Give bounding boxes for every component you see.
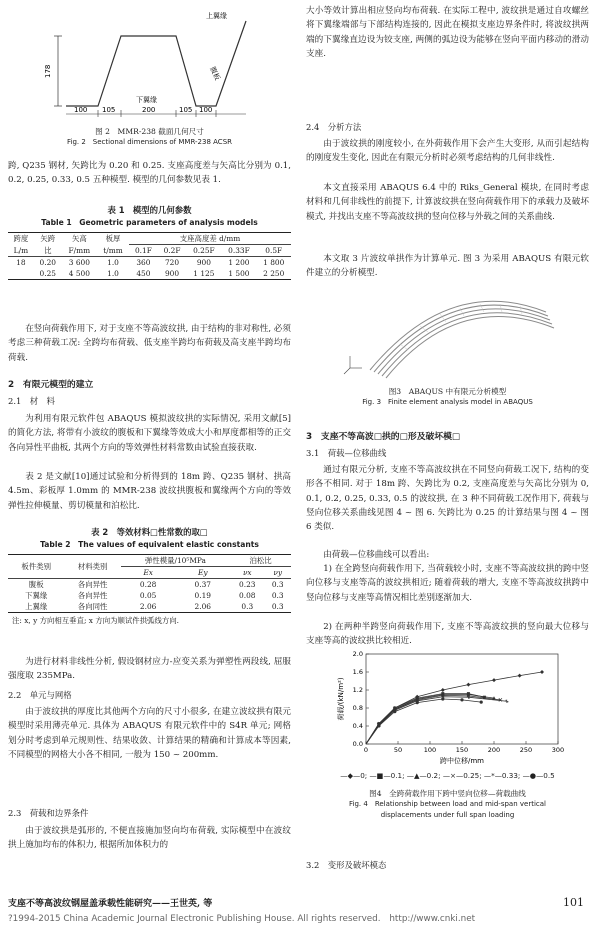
header-cell: F/mm (68, 245, 91, 255)
table-cell: 3 600 (68, 258, 90, 267)
data-point (480, 701, 483, 704)
running-title: 支座不等高波纹钢屋盖承载性能研究——王世英, 等 (8, 899, 213, 909)
table-cell: 下翼缘 (25, 591, 48, 600)
paragraph: 通过有限元分析, 支座不等高波纹拱在不同竖向荷载工况下, 结构的变形各不相同. 对于 18m 跨、矢跨比为 0.2, 支座高度差与矢高比分别为 0, 0.1, 0.2, 0.25, 0.33, 0.5 的波纹拱, 在 3 种不同荷载工况作用下, 荷载与竖向位移关系曲线见图 4 ~ 图 6. 矢跨比为 0.25 的计算结果与图 4 ~ 图 6 类似. (306, 465, 589, 533)
y-axis-label: 荷载/(kN/m²) (337, 677, 345, 721)
header-cell: Ex (143, 568, 153, 577)
table-cell: 450 (136, 269, 151, 278)
dim-200: 200 (142, 106, 156, 114)
section-drawing (46, 6, 256, 118)
table-cell: 360 (136, 258, 151, 267)
table-1 (8, 204, 291, 280)
header-cell: 弹性模量/10⁵MPa (121, 555, 230, 567)
table-cell: 900 (196, 258, 211, 267)
data-point (540, 670, 544, 674)
data-point (492, 678, 496, 682)
table-row (8, 257, 291, 269)
x-tick-label: 0 (363, 746, 369, 754)
table-cell: 2.06 (194, 602, 211, 611)
page-footer (8, 896, 592, 924)
table-cell: 720 (164, 258, 180, 267)
series-line-0 (366, 672, 542, 744)
data-point (441, 688, 445, 692)
header-cell: 0.33F (228, 246, 250, 255)
header-cell: 矢高 (71, 234, 87, 244)
header-cell: 板件类别 (21, 562, 51, 571)
table-cell: 各向异性 (77, 591, 108, 600)
table-cell: 腹板 (28, 580, 44, 589)
fig3-caption-zh: 图3 ABAQUS 中有限元分析模型 (388, 387, 507, 396)
dim-105b: 105 (179, 106, 193, 114)
label-top-flange: 上翼缘 (206, 12, 227, 20)
header-cell: 0.25F (193, 246, 215, 255)
header-cell: 0.1F (134, 246, 152, 255)
x-tick-label: 300 (551, 746, 565, 754)
table-cell: 900 (164, 269, 180, 278)
series-line-0.5 (366, 699, 481, 744)
dim-100b: 100 (199, 106, 213, 114)
table-cell: 0.08 (239, 591, 256, 600)
table-row (8, 590, 291, 601)
data-point (377, 724, 380, 727)
header-cell: 0.5F (265, 246, 283, 255)
table2-note: 注: x, y 方向相互垂直; x 方向为顺试件拱弧线方向. (12, 616, 179, 625)
paragraph: 由于波纹拱的刚度较小, 在外荷载作用下会产生大变形, 从而引起结构的刚度发生变化, 因此在有限元分析时必须考虑结构的几何非线性. (306, 139, 589, 164)
header-cell: νx (242, 568, 252, 577)
y-tick-label: 0.0 (352, 740, 363, 749)
table1-title-en: Table 1 Geometric parameters of analysis models (41, 218, 258, 227)
copyright-line: ?1994-2015 China Academic Journal Electronic Publishing House. All rights reserved. http://www.cnki.net (8, 914, 476, 924)
chart-legend: —◆—0; —■—0.1; —▲—0.2; —×—0.25; —*—0.33; —●—0.5 (340, 771, 555, 780)
y-tick-label: 1.2 (352, 686, 363, 695)
paragraph: 在竖向荷载作用下, 对于支座不等高波纹拱, 由于结构的非对称性, 必须考虑三种荷载工况: 全跨均布荷载、低支座半跨均布荷载及高支座半跨均布荷载. (8, 324, 291, 363)
table-cell: 1 125 (193, 269, 215, 278)
data-point (518, 674, 522, 678)
figure-3 (340, 284, 560, 380)
fig2-caption-en: Fig. 2 Sectional dimensions of MMR-238 ACSR (66, 138, 232, 146)
header-cell: 矢跨 (40, 234, 56, 244)
fig3-caption-en: Fig. 3 Finite element analysis model in ABAQUS (362, 398, 533, 406)
table-cell: 0.3 (271, 602, 284, 611)
data-point (460, 698, 463, 701)
x-tick-label: 50 (393, 746, 403, 754)
table-cell: 1 800 (263, 258, 285, 267)
table-cell: 1 500 (228, 269, 250, 278)
fig4-caption-en-1: Fig. 4 Relationship between load and mid-span vertical (349, 800, 546, 808)
figure-2 (46, 6, 256, 118)
table-cell: 0.37 (194, 580, 211, 589)
table-row (8, 601, 291, 613)
table-cell: 各向异性 (77, 580, 108, 589)
load-displacement-chart (336, 648, 566, 766)
fig4-caption-zh: 图4 全跨荷载作用下跨中竖向位移—荷载曲线 (369, 789, 526, 798)
table1-grid (8, 232, 291, 280)
x-axis-label: 跨中位移/mm (440, 757, 484, 765)
table-cell: 0.23 (239, 580, 256, 589)
header-cell: 0.2F (163, 246, 181, 255)
paragraph: 表 2 是文献[10]通过试验和分析得到的 18m 跨、Q235 钢材、拱高 4.5m、彩板厚 1.0mm 的 MMR-238 波纹拱腹板和翼缘两个方向的等效弹性拉伸模量、剪切模量和泊松比. (8, 472, 291, 511)
table-row (8, 268, 291, 280)
subsection-heading: 3.1 荷载—位移曲线 (306, 448, 387, 458)
paragraph: 大小等效计算出相应竖向均布荷载. 在实际工程中, 波纹拱是通过自攻螺丝将下翼缘端部与下部结构连接的, 因此在模拟支座边界条件时, 将波纹拱两端的下翼缘直边设为铰支座, 两侧的弧边设为能够在竖向平面内移动的滑动支座. (306, 6, 589, 59)
table-row (8, 579, 291, 591)
x-tick-label: 100 (423, 746, 437, 754)
data-point (505, 699, 509, 703)
subsection-heading: 3.2 变形及破坏模态 (306, 860, 387, 870)
section-heading: 3 支座不等高波□拱的□形及破坏模□ (306, 432, 461, 442)
fig4-caption-en-2: displacements under full span loading (380, 811, 515, 819)
paragraph: 由荷载—位移曲线可以看出: (323, 550, 430, 560)
table-cell: 上翼缘 (25, 602, 48, 611)
table2-title-en: Table 2 The values of equivalent elastic constants (40, 540, 259, 549)
fe-model-drawing (340, 284, 560, 380)
y-tick-label: 0.8 (352, 704, 363, 713)
subsection-heading: 2.1 材 料 (8, 396, 55, 406)
paragraph: 由于波纹拱是弧形的, 不便直接施加竖向均布荷载, 实际模型中在波纹拱上施加均布的体积力, 根据所加体积力的 (8, 826, 291, 851)
figure-4-chart (336, 648, 566, 766)
paragraph: 跨, Q235 钢材, 矢跨比为 0.20 和 0.25. 支座高度差与矢高比分别为 0.1, 0.2, 0.25, 0.33, 0.5 五种模型. 模型的几何参数见表 1. (8, 161, 291, 186)
data-point (466, 683, 470, 687)
table-cell: 0.28 (139, 580, 157, 589)
header-cell: 材料类别 (77, 562, 108, 571)
header-cell: 板厚 (105, 234, 121, 244)
x-tick-label: 200 (487, 746, 501, 754)
table-2 (8, 526, 291, 627)
table-cell: 0.3 (271, 580, 284, 589)
table-cell: 各向同性 (77, 602, 108, 611)
table-cell: 1.0 (107, 269, 119, 278)
paragraph: 2) 在两种半跨竖向荷载作用下, 支座不等高波纹拱的竖向最大位移与支座等高的波纹拱比较相近. (306, 622, 589, 647)
dim-178: 178 (44, 64, 52, 78)
page-number: 101 (563, 896, 584, 909)
series-line-0.33 (366, 697, 507, 744)
header-cell: 跨度 (13, 234, 29, 244)
table-cell: 18 (16, 258, 26, 267)
table-cell (8, 268, 34, 280)
subsection-heading: 2.2 单元与网格 (8, 690, 72, 700)
table-cell: 1.0 (107, 258, 119, 267)
fig2-caption-zh: 图 2 MMR-238 截面几何尺寸 (95, 127, 204, 136)
table-cell: 0.19 (194, 591, 211, 600)
y-tick-label: 1.6 (352, 668, 363, 677)
table-cell: 2.06 (139, 602, 157, 611)
subsection-heading: 2.4 分析方法 (306, 122, 362, 132)
header-cell: L/m (13, 245, 29, 255)
header-cell: Ey (197, 568, 208, 577)
table-cell: 0.05 (139, 591, 157, 600)
dim-105a: 105 (102, 106, 116, 114)
table-cell: 0.3 (271, 591, 284, 600)
y-tick-label: 0.4 (352, 722, 363, 731)
paragraph: 由于波纹拱的厚度比其他两个方向的尺寸小很多, 在建立波纹拱有限元模型时采用薄壳单元. 具体为 ABAQUS 有限元软件中的 S4R 单元; 网格划分时考虑到单元规则性、结果收敛、计算结果的精确和计算成本等因素, 不同模型的网格大小各不相同, 一般为 150 ~ 200mm. (8, 707, 291, 760)
y-tick-label: 2.0 (352, 650, 363, 659)
header-cell: νy (273, 568, 283, 577)
paragraph: 本文取 3 片波纹单拱作为计算单元. 图 3 为采用 ABAQUS 有限元软件建立的分析模型. (306, 254, 589, 279)
paragraph: 本文直接采用 ABAQUS 6.4 中的 Riks_General 模块, 在同时考虑材料和几何非线性的前提下, 计算波纹拱在竖向荷载作用下的承载力及破坏模式, 并找出支座不等高波纹拱的竖向位移与外载之间的关系曲线. (306, 183, 589, 222)
header-cell: 支座高度差 d/mm (129, 233, 291, 245)
data-point (393, 710, 396, 713)
header-cell: 泊松比 (230, 555, 291, 567)
subsection-heading: 2.3 荷载和边界条件 (8, 808, 89, 818)
table-cell: 2 250 (263, 269, 285, 278)
data-point (416, 701, 419, 704)
table-cell: 0.3 (241, 602, 254, 611)
table-cell: 4 500 (68, 269, 90, 278)
header-cell: t/mm (103, 245, 123, 255)
label-bottom-flange: 下翼缘 (136, 96, 157, 104)
paragraph: 1) 在全跨竖向荷载作用下, 当荷载较小时, 支座不等高波纹拱的跨中竖向位移与支座等高的波纹拱相近; 随着荷载的增大, 支座不等高波纹拱跨中竖向位移与支座等高情况相比差别逐渐加大. (306, 564, 589, 603)
paragraph: 为利用有限元软件包 ABAQUS 模拟波纹拱的实际情况, 采用文献[5]的简化方法, 将带有小波纹的腹板和下翼缘等效成大小和厚度都相等的正交各向异性平曲板, 其两个方向的等效弹性材料常数由试验直接获取. (8, 414, 291, 453)
table-cell: 1 200 (228, 258, 250, 267)
data-point (441, 697, 444, 700)
dim-100a: 100 (74, 106, 88, 114)
x-tick-label: 150 (455, 746, 469, 754)
x-tick-label: 250 (519, 746, 533, 754)
paragraph: 为进行材料非线性分析, 假设钢材应力-应变关系为弹塑性两段线, 屈服强度取 235MPa. (8, 657, 291, 682)
section-heading: 2 有限元模型的建立 (8, 380, 94, 390)
header-cell: 比 (44, 245, 52, 255)
table1-title-zh: 表 1 模型的几何参数 (107, 205, 192, 215)
table-cell: 0.20 (39, 258, 56, 267)
table2-grid (8, 554, 291, 613)
table-cell: 0.25 (39, 269, 56, 278)
table2-title-zh: 表 2 等效材料□性常数的取□ (91, 527, 208, 537)
label-web: 腹板 (208, 65, 222, 82)
